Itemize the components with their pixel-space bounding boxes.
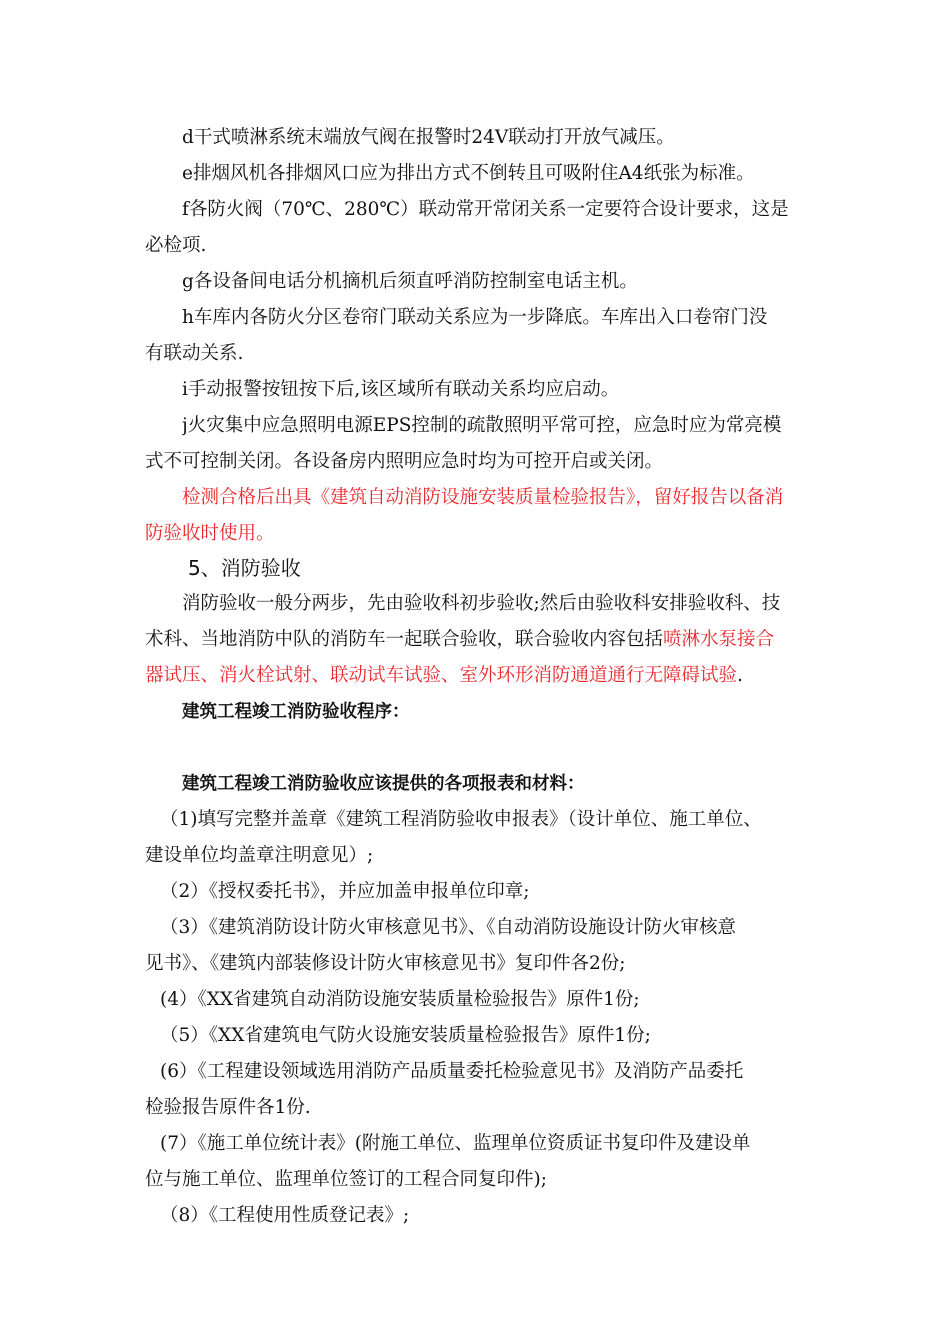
item-j: j火灾集中应急照明电源EPS控制的疏散照明平常可控，应急时应为常亮模 — [182, 415, 782, 436]
material-item-4: (4）《XX省建筑自动消防设施安装质量检验报告》原件1份; — [160, 989, 640, 1010]
highlight-text: 喷淋水泵接合 — [663, 629, 775, 650]
material-item-1-continued: 建设单位均盖章注明意见）; — [145, 845, 374, 866]
item-g: g各设备间电话分机摘机后须直呼消防控制室电话主机。 — [182, 271, 638, 292]
material-item-6-continued: 检验报告原件各1份. — [145, 1097, 311, 1118]
material-item-6: (6）《工程建设领域选用消防产品质量委托检验意见书》及消防产品委托 — [160, 1061, 744, 1082]
material-item-2: （2）《授权委托书》，并应加盖申报单位印章; — [160, 881, 530, 902]
material-item-5: （5）《XX省建筑电气防火设施安装质量检验报告》原件1份; — [160, 1025, 651, 1046]
item-j-continued: 式不可控制关闭。各设备房内照明应急时均为可控开启或关闭。 — [145, 451, 664, 472]
material-item-1: （1)填写完整并盖章《建筑工程消防验收申报表》（设计单位、施工单位、 — [160, 809, 762, 830]
item-f: f各防火阀（70℃、280℃）联动常开常闭关系一定要符合设计要求，这是 — [182, 199, 789, 220]
material-item-3: （3）《建筑消防设计防火审核意见书》、《自动消防设施设计防火审核意 — [160, 917, 737, 938]
item-h-continued: 有联动关系. — [145, 343, 244, 364]
materials-heading: 建筑工程竣工消防验收应该提供的各项报表和材料： — [182, 774, 585, 794]
acceptance-paragraph-line2: 术科、当地消防中队的消防车一起联合验收，联合验收内容包括喷淋水泵接合 — [145, 629, 775, 650]
item-f-continued: 必检项. — [145, 235, 207, 256]
material-item-7-continued: 位与施工单位、监理单位签订的工程合同复印件); — [145, 1169, 547, 1190]
section-heading: 5、消防验收 — [188, 556, 301, 580]
report-note: 检测合格后出具《建筑自动消防设施安装质量检验报告》，留好报告以备消 — [182, 487, 784, 508]
material-item-3-continued: 见书》、《建筑内部装修设计防火审核意见书》复印件各2份; — [145, 953, 626, 974]
highlight-text: 器试压、消火栓试射、联动试车试验、室外环形消防通道通行无障碍试验 — [145, 665, 738, 686]
material-item-7: (7）《施工单位统计表》(附施工单位、监理单位资质证书复印件及建设单 — [160, 1133, 751, 1154]
item-d: d干式喷淋系统末端放气阀在报警时24V联动打开放气减压。 — [182, 127, 675, 148]
item-i: i手动报警按钮按下后,该区域所有联动关系均应启动。 — [182, 379, 620, 400]
material-item-8: （8）《工程使用性质登记表》; — [160, 1205, 410, 1226]
item-e: e排烟风机各排烟风口应为排出方式不倒转且可吸附住A4纸张为标准。 — [182, 163, 755, 184]
item-h: h车库内各防火分区卷帘门联动关系应为一步降底。车库出入口卷帘门没 — [182, 307, 768, 328]
acceptance-paragraph: 消防验收一般分两步，先由验收科初步验收;然后由验收科安排验收科、技 — [182, 593, 781, 614]
report-note-continued: 防验收时使用。 — [145, 523, 275, 544]
procedure-heading: 建筑工程竣工消防验收程序： — [182, 702, 410, 722]
acceptance-paragraph-line3: 器试压、消火栓试射、联动试车试验、室外环形消防通道通行无障碍试验. — [145, 665, 743, 686]
